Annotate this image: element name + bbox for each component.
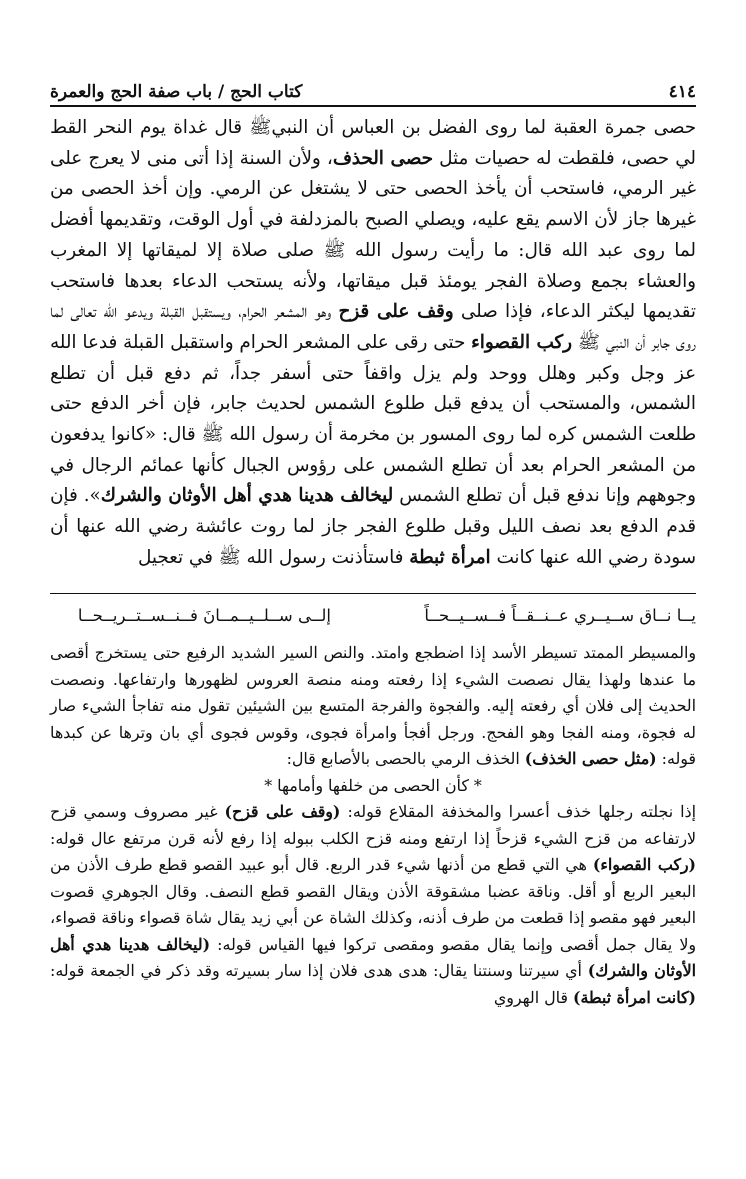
footnote-divider <box>50 593 696 594</box>
main-text-run: حصى جمرة العقبة لما روى الفضل بن العباس أن النبيﷺ قال غداة يوم النحر القط لي حصى، فلقطت له حصيات مثل <box>50 117 697 169</box>
main-text-run: حتى رقى على المشعر الحرام واستقبل القبلة فدعا الله عز وجل وكبر وهلل ووحد ولم يزل واقفاً حتى أسفر جداً، ثم دفع قبل أن تطلع الشمس، والمستحب أن يدفع قبل طلوع الشمس لحديث جابر، فإن أخر الدفع حتى طلعت الشمس كره لما روى المسور بن مخرمة أن رسول الله ﷺ قال: «كانوا يدفعون من المشعر الحرام بعد أن تطلع الشمس على رؤوس الجبال كأنها عمائم الرجال في وجوههم وإنا ندفع قبل أن تطلع الشمس <box>50 331 696 507</box>
main-text-bold: وقف على قزح <box>338 301 454 323</box>
notes-text-bold: (وقف على قزح) <box>224 802 341 821</box>
main-text-run: فاستأذنت رسول الله ﷺ في تعجيل <box>137 546 404 568</box>
commentary-notes <box>50 640 696 1011</box>
main-text-run: ». فإن قدم الدفع بعد نصف الليل وقبل طلوع الفجر جاز لما روت عائشة رضي الله عنها أن سودة رضي الله عنها كانت <box>50 485 696 568</box>
notes-verse: * كأن الحصى من خلفها وأمامها * <box>264 775 482 795</box>
notes-text-run: قال الهروي <box>493 987 568 1007</box>
notes-text-run: والمسيطر الممتد تسيطر الأسد إذا اضطجع وامتد. والنص السير الشديد الرفيع حتى يستخرج أقصى ما عندها ولهذا يقال نصصت الشيء إذا رفعته ومنه منصة العروس لظهورها وارتفاعها. ونصصت الحديث إلى فلان أي رفعته إليه. والفجوة والفرجة المتسع بين الشيئين تقول منه تفاجأ الشيء صار له فجوة، ومنه الفجا وهو الفحج. ورجل أفجأ وامرأة فجوى، وقوس فجوى أي بان وترها عن كبدها قوله: <box>50 643 696 768</box>
notes-text-bold: (كانت امرأة ثبطة) <box>572 987 696 1007</box>
verse-hemistich-2: إلــى ســلــيــمــانَ فــنــســتــريــحــا <box>77 606 331 625</box>
verse-hemistich-1: يــا نــاق ســيــري عــنــقــاً فــســيــحــاً <box>424 606 696 625</box>
verse-line <box>50 606 696 634</box>
running-header <box>50 72 696 102</box>
notes-paragraph <box>50 640 696 773</box>
main-text-bold: حصى الحذف <box>332 147 433 169</box>
main-text-run: وهو المشعر الحرام، ويستقبل القبلة ويدعو الله تعالى لما روى جابر أن النبي ﷺ <box>50 301 697 353</box>
notes-text-run: أي سيرتنا وسنتنا يقال: هدى هدى فلان إذا سار بسيرته وقد ذكر في الجمعة قوله: <box>50 961 582 980</box>
notes-text-run: إذا نجلته رجلها خذف أعسرا والمخذفة المقلاع قوله: <box>347 802 696 821</box>
main-text-bold: ركب القصواء <box>471 331 572 353</box>
running-title: كتاب الحج / باب صفة الحج والعمرة <box>50 82 303 102</box>
header-divider <box>50 105 696 107</box>
main-text-bold: امرأة ثبطة <box>409 546 491 568</box>
main-text-bold: ليخالف هدينا هدي أهل الأوثان والشرك <box>100 485 394 507</box>
main-text-run: ، ولأن السنة إذا أتى منى لا يعرج على غير الرمي، فاستحب أن يأخذ الحصى حتى لا يشتغل عن الرمي. وإن أخذ الحصى من غيرها جاز لأن الاسم يقع عليه، ويصلي الصبح بالمزدلفة في أول الوقت، وتقديمها أفضل لما روى عبد الله قال: ما رأيت رسول الله ﷺ صلى صلاة إلا لميقاتها إلا المغرب والعشاء بجمع وصلاة الفجر يومئذ قبل ميقاتها، ولأنه يستحب الدعاء بعدها فاستحب تقديمها ليكثر الدعاء، فإذا صلى <box>50 147 696 323</box>
notes-text-bold: (ركب القصواء) <box>592 855 696 874</box>
notes-text-bold: (ليخالف هدينا هدي أهل الأوثان والشرك) <box>50 934 696 980</box>
notes-text-run: غير مصروف وسمي قزح لارتفاعه من قزح الشيء قزحاً إذا ارتفع ومنه قزح الكلب ببوله إذا رفع لأنه قرن مرتفع عال قوله: <box>50 802 696 848</box>
notes-paragraph <box>50 799 696 1011</box>
main-paragraph <box>50 113 696 574</box>
notes-text-run: الخذف الرمي بالحصى بالأصابع قال: <box>286 749 520 768</box>
notes-text-run: هي التي قطع من أذنها شيء قدر الربع. قال أبو عبيد القصو قطع طرف الأذن من البعير الربع أو أقل. وناقة عضبا مشقوقة الأذن ويقال القصو قطع النصف. وقال الجوهري قصوت البعير فهو مقصو إذا قطعت من طرف أذنه، وكذلك الشاة عن أبي زيد يقال شاة قصواء وناقة قصواء، ولا يقال جمل أقصى وإنما يقال مقصو ومقصى تركوا فيها القياس قوله: <box>50 855 696 954</box>
main-text <box>50 113 696 574</box>
notes-text-bold: (مثل حصى الخذف) <box>524 749 657 768</box>
page-number: ٤١٤ <box>668 82 696 102</box>
